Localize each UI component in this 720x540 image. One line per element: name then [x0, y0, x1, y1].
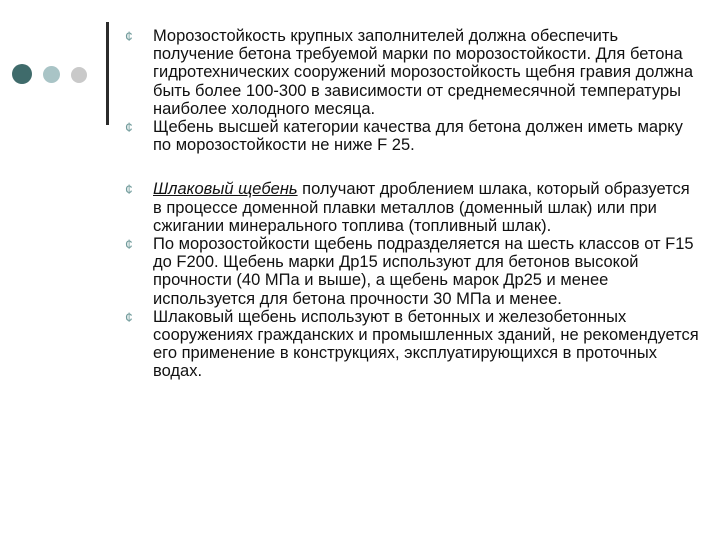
list-item	[125, 235, 700, 308]
ring-bullet-icon: ¢	[125, 236, 133, 253]
list-item	[125, 27, 700, 118]
vertical-divider	[106, 22, 109, 125]
gray-circle-decoration	[71, 67, 87, 83]
dark-circle-decoration	[12, 64, 32, 84]
list-item-text: По морозостойкости щебень подразделяется на шесть классов от F15 до F200. Щебень марки Др15 используют для бетонов высокой прочности (40 МПа и выше), а щебень марок Др25 и менее используется для бетона прочности 30 МПа и менее.	[153, 235, 694, 308]
ring-bullet-icon: ¢	[125, 181, 133, 198]
ring-bullet-icon: ¢	[125, 119, 133, 136]
ring-bullet-icon: ¢	[125, 308, 133, 325]
list-item	[125, 308, 700, 381]
list-item-text: получают дроблением шлака, который образуется в процессе доменной плавки металлов (доменный шлак) или при сжигании минерального топлива (топливный шлак).	[153, 180, 690, 235]
list-item	[125, 180, 700, 235]
list-item-text: Шлаковый щебень используют в бетонных и железобетонных сооружениях гражданских и промышленных зданий, не рекомендуется его применение в конструкциях, эксплуатирующихся в проточных водах.	[153, 307, 699, 381]
term-highlight: Шлаковый щебень	[153, 180, 298, 199]
ring-bullet-icon: ¢	[125, 28, 133, 44]
list-item-text: Щебень высшей категории качества для бетона должен иметь марку по морозостойкости не ниже F 25.	[153, 118, 683, 155]
light-circle-decoration	[43, 66, 60, 83]
bullet-list	[125, 27, 700, 381]
list-item	[125, 118, 700, 154]
list-item-text: Морозостойкость крупных заполнителей должна обеспечить получение бетона требуемой марки по морозостойкости. Для бетона гидротехнических сооружений морозостойкость щебня гравия должна быть более 100-300 в зависимости от среднемесячной температуры наиболее холодного месяца.	[153, 27, 694, 118]
